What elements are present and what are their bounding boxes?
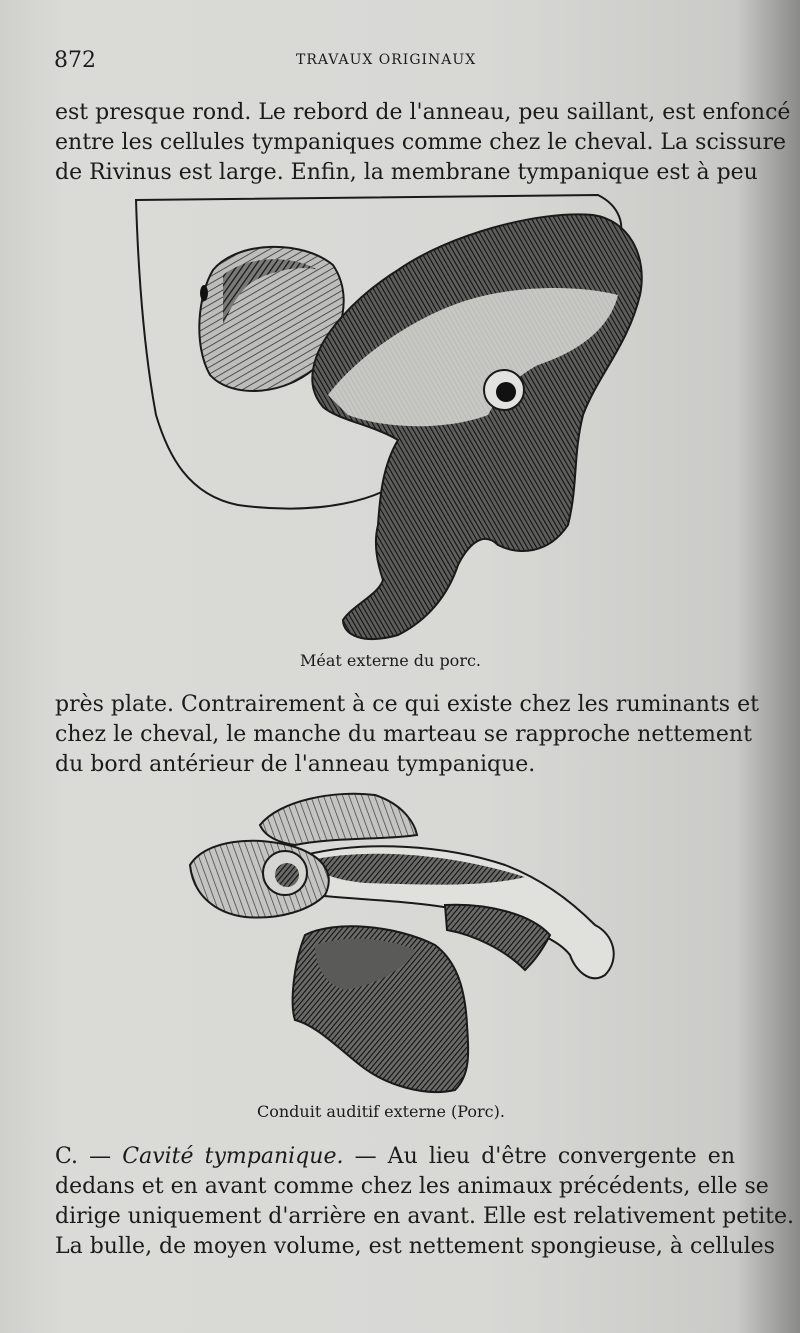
text-line: entre les cellules tympaniques comme chez le cheval. La scissure [55, 130, 787, 155]
text-line: dedans et en avant comme chez les animaux précédents, elle se [55, 1174, 769, 1199]
section-heading-rest: — Au lieu d'être convergente en [343, 1144, 735, 1169]
running-head: TRAVAUX ORIGINAUX [296, 52, 477, 68]
section-heading: Cavité tympanique. [122, 1144, 344, 1169]
text-line: du bord antérieur de l'anneau tympanique. [55, 752, 536, 777]
text-line: chez le cheval, le manche du marteau se rapproche nettement [55, 722, 752, 747]
paragraph-1 [55, 98, 791, 188]
section-prefix: C. — [55, 1144, 123, 1169]
text-line-with-heading [55, 1142, 735, 1172]
text-line: est presque rond. Le rebord de l'anneau, peu saillant, est enfoncé [55, 100, 791, 125]
text-line: dirige uniquement d'arrière en avant. Elle est relativement petite. [55, 1204, 795, 1229]
figure-meat-illustration [128, 185, 658, 645]
text-line: de Rivinus est large. Enfin, la membrane tympanique est à peu [55, 160, 758, 185]
figure-1-caption: Méat externe du porc. [300, 651, 482, 670]
paragraph-2 [55, 690, 759, 780]
figure-2-caption: Conduit auditif externe (Porc). [257, 1102, 505, 1121]
text-line: près plate. Contrairement à ce qui existe chez les ruminants et [55, 692, 759, 717]
page-number: 872 [54, 48, 96, 73]
figure-conduit-illustration [185, 785, 625, 1100]
text-line: La bulle, de moyen volume, est nettement spongieuse, à cellules [55, 1234, 775, 1259]
paragraph-3 [55, 1142, 795, 1262]
